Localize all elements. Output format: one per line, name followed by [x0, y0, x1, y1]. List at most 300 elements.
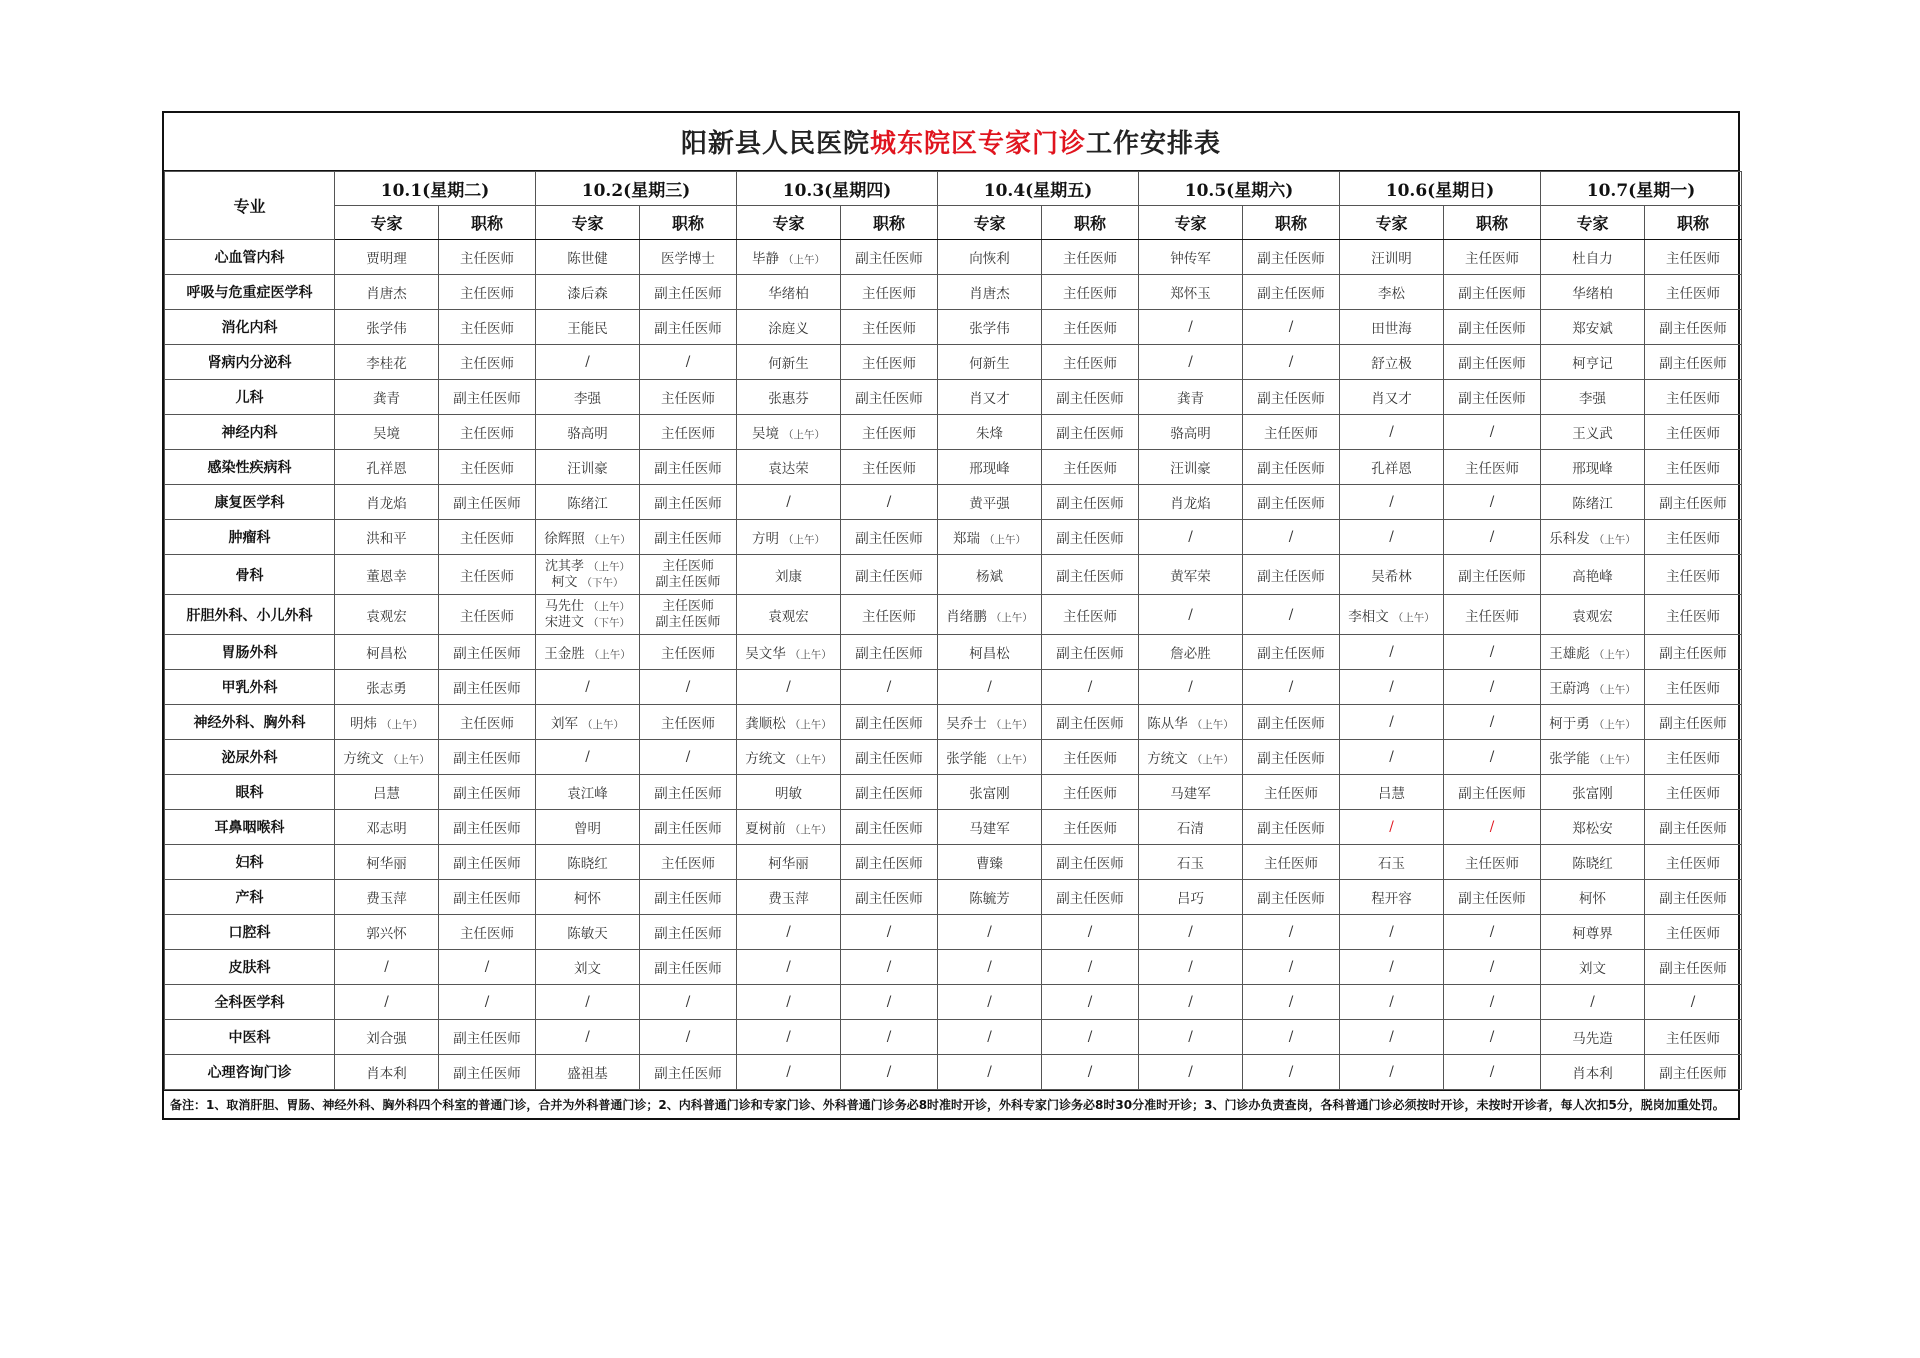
expert-cell [938, 670, 1042, 705]
expert-cell [536, 415, 640, 450]
title-cell [1042, 740, 1139, 775]
department-cell: 消化内科 [165, 310, 335, 345]
expert-cell [536, 520, 640, 555]
title-header: 职称 [1243, 206, 1340, 240]
title-text: 主任医师 [1666, 786, 1720, 802]
expert-name: 邢现峰 [969, 461, 1010, 477]
expert-name: 吕慧 [1378, 786, 1405, 802]
title-text: 副主任医师 [654, 786, 722, 802]
title-cell [841, 810, 938, 845]
expert-name: 李强 [1579, 391, 1606, 407]
department-cell: 全科医学科 [165, 985, 335, 1020]
expert-cell [536, 595, 640, 635]
title-text: 主任医师 [1666, 926, 1720, 942]
expert-cell [737, 810, 841, 845]
expert-name: 马建军 [969, 821, 1010, 837]
empty-slash: / [987, 679, 992, 695]
expert-name: 明炜 [350, 716, 377, 732]
expert-name: 费玉萍 [768, 891, 809, 907]
title-cell [1444, 880, 1541, 915]
expert-cell [335, 880, 439, 915]
expert-cell [1139, 555, 1243, 595]
title-text: 副主任医师 [1659, 821, 1727, 837]
expert-header: 专家 [1340, 206, 1444, 240]
title-cell [439, 775, 536, 810]
session-tag: （下午） [581, 576, 624, 589]
title-cell [439, 1055, 536, 1090]
expert-cell [536, 555, 640, 595]
empty-slash: / [1288, 319, 1294, 335]
session-tag: （上午） [1593, 684, 1636, 696]
title-text: 副主任医师 [1056, 646, 1124, 662]
expert-cell [1139, 415, 1243, 450]
expert-cell [1139, 450, 1243, 485]
expert-cell [1541, 1055, 1645, 1090]
title-text: 主任医师 [1666, 1031, 1720, 1047]
session-tag: （上午） [789, 649, 832, 661]
expert-cell [1139, 520, 1243, 555]
title-cell [841, 555, 938, 595]
table-row [165, 1020, 1742, 1055]
expert-cell [335, 670, 439, 705]
expert-name: 肖唐杰 [969, 286, 1010, 302]
expert-cell [1340, 1055, 1444, 1090]
title-cell [841, 1055, 938, 1090]
title-cell [640, 415, 737, 450]
expert-name: 龚青 [1177, 391, 1204, 407]
expert-cell [1139, 845, 1243, 880]
title-text: 副主任医师 [1056, 568, 1124, 585]
title-text: 主任医师 [1063, 786, 1117, 802]
expert-name: 李桂花 [366, 356, 407, 372]
expert-cell [536, 985, 640, 1020]
department-cell: 呼吸与危重症医学科 [165, 275, 335, 310]
expert-name: 詹必胜 [1170, 646, 1211, 662]
title-text: 副主任医师 [1257, 821, 1325, 837]
title-text: 主任医师 [661, 598, 714, 614]
expert-cell [737, 485, 841, 520]
title-cell [640, 880, 737, 915]
expert-name: 杨斌 [976, 568, 1003, 585]
expert-cell [1541, 1020, 1645, 1055]
department-cell: 胃肠外科 [165, 635, 335, 670]
title-cell [1042, 415, 1139, 450]
expert-cell [737, 415, 841, 450]
expert-name: 郑怀玉 [1170, 286, 1211, 302]
title-cell [1645, 345, 1742, 380]
empty-slash: / [1188, 319, 1193, 335]
department-cell: 儿科 [165, 380, 335, 415]
title-text: 副主任医师 [654, 961, 722, 977]
session-tag: （上午） [588, 649, 631, 661]
expert-name: 张惠芬 [768, 391, 809, 407]
title-cell [1042, 985, 1139, 1020]
title-cell [1243, 670, 1340, 705]
expert-cell [1139, 240, 1243, 275]
expert-cell [1541, 985, 1645, 1020]
expert-cell [938, 705, 1042, 740]
expert-cell [938, 915, 1042, 950]
title-text: 副主任医师 [654, 496, 722, 512]
title-text: 副主任医师 [1659, 716, 1727, 732]
expert-cell [1139, 775, 1243, 810]
empty-slash: / [1288, 1064, 1294, 1080]
empty-slash: / [585, 354, 590, 370]
session-tag: （上午） [582, 719, 624, 731]
empty-slash: / [1389, 924, 1394, 940]
title-cell [1444, 555, 1541, 595]
expert-name: 邓志明 [366, 821, 407, 837]
schedule-sheet [162, 111, 1740, 1120]
title-cell [1042, 595, 1139, 635]
title-text: 主任医师 [1465, 251, 1519, 267]
title-text: 主任医师 [460, 568, 514, 585]
expert-cell [1340, 670, 1444, 705]
expert-name: 陈从华 [1147, 716, 1188, 732]
expert-cell [1541, 595, 1645, 635]
empty-slash: / [987, 1064, 992, 1080]
title-text: 副主任医师 [453, 391, 521, 407]
department-cell: 皮肤科 [165, 950, 335, 985]
table-row [165, 880, 1742, 915]
empty-slash: / [1087, 994, 1093, 1010]
empty-slash: / [1188, 679, 1193, 695]
expert-name: 陈晓红 [1572, 856, 1613, 872]
expert-name: 董恩幸 [366, 568, 407, 585]
title-cell [1444, 1055, 1541, 1090]
expert-name: 袁观宏 [366, 608, 407, 625]
title-text: 副主任医师 [1257, 646, 1325, 662]
empty-slash: / [484, 959, 490, 975]
empty-slash: / [384, 959, 389, 975]
expert-cell [1139, 880, 1243, 915]
title-cell [1645, 810, 1742, 845]
expert-name: 龚顺松 [745, 716, 786, 732]
expert-name: 陈绪江 [1572, 496, 1613, 512]
expert-name: 明敏 [775, 786, 802, 802]
title-cell [1042, 880, 1139, 915]
title-cell [1444, 670, 1541, 705]
department-cell: 产科 [165, 880, 335, 915]
expert-name: 石清 [1177, 821, 1204, 837]
title-text: 副主任医师 [855, 391, 923, 407]
expert-cell [335, 740, 439, 775]
title-cell [841, 275, 938, 310]
empty-slash: / [886, 994, 892, 1010]
expert-name: 吕慧 [373, 786, 400, 802]
title-cell [1042, 775, 1139, 810]
title-cell [1444, 310, 1541, 345]
expert-name: 张学能 [946, 751, 987, 767]
department-cell: 妇科 [165, 845, 335, 880]
title-cell [1042, 310, 1139, 345]
title-text: 副主任医师 [1659, 891, 1727, 907]
expert-name: 程开容 [1371, 891, 1412, 907]
title-text: 副主任医师 [1056, 856, 1124, 872]
expert-cell [1541, 240, 1645, 275]
expert-cell [1340, 275, 1444, 310]
title-text: 主任医师 [862, 321, 916, 337]
expert-cell [1340, 705, 1444, 740]
table-row [165, 950, 1742, 985]
expert-name: 刘文 [1579, 961, 1606, 977]
expert-name: 骆高明 [567, 426, 608, 442]
table-row [165, 670, 1742, 705]
title-header: 职称 [439, 206, 536, 240]
expert-cell [737, 670, 841, 705]
expert-cell [1340, 240, 1444, 275]
expert-cell [536, 845, 640, 880]
title-text: 副主任医师 [1659, 496, 1727, 512]
title-text: 主任医师 [1465, 856, 1519, 872]
empty-slash: / [1389, 714, 1394, 730]
empty-slash: / [1087, 1029, 1093, 1045]
expert-header: 专家 [1139, 206, 1243, 240]
title-text: 副主任医师 [1458, 321, 1526, 337]
title-cell [1042, 345, 1139, 380]
expert-cell [938, 555, 1042, 595]
expert-name: 费玉萍 [366, 891, 407, 907]
expert-cell [938, 845, 1042, 880]
expert-cell [737, 635, 841, 670]
expert-cell [1340, 915, 1444, 950]
title-cell [439, 520, 536, 555]
title-cell [640, 775, 737, 810]
title-cell [1243, 810, 1340, 845]
expert-name: 朱烽 [976, 426, 1003, 442]
expert-name: 陈毓芳 [969, 891, 1010, 907]
empty-slash: / [1489, 529, 1495, 545]
expert-cell [1541, 555, 1645, 595]
title-cell [1645, 705, 1742, 740]
expert-cell [335, 845, 439, 880]
table-row [165, 775, 1742, 810]
title-cell [841, 670, 938, 705]
title-cell [1444, 775, 1541, 810]
title-text: 副主任医师 [453, 821, 521, 837]
empty-slash: / [1087, 924, 1093, 940]
title-text: 主任医师 [661, 646, 715, 662]
expert-name: 徐辉照 [544, 531, 585, 547]
empty-slash: / [1389, 959, 1394, 975]
expert-name: 陈敏天 [567, 926, 608, 942]
title-cell [1243, 635, 1340, 670]
title-cell [1243, 555, 1340, 595]
title-cell [1243, 985, 1340, 1020]
expert-cell [1541, 775, 1645, 810]
session-tag: （上午） [783, 254, 825, 266]
expert-name: 王金胜 [544, 646, 585, 662]
title-cell [1042, 845, 1139, 880]
title-cell [1444, 240, 1541, 275]
title-text: 副主任医师 [654, 461, 722, 477]
day-header: 10.6(星期日) [1340, 172, 1541, 206]
title-text: 副主任医师 [1659, 646, 1727, 662]
expert-name: 肖又才 [1371, 391, 1412, 407]
empty-slash: / [786, 1064, 791, 1080]
title-text: 副主任医师 [1257, 568, 1325, 585]
department-cell: 甲乳外科 [165, 670, 335, 705]
expert-name: 刘合强 [366, 1031, 407, 1047]
title-text: 主任医师 [1666, 681, 1720, 697]
expert-name: 向恢利 [969, 251, 1010, 267]
table-row [165, 810, 1742, 845]
expert-cell [536, 485, 640, 520]
expert-cell [335, 240, 439, 275]
department-cell: 口腔科 [165, 915, 335, 950]
empty-slash: / [1188, 1064, 1193, 1080]
table-row [165, 915, 1742, 950]
expert-name: 张富刚 [1572, 786, 1613, 802]
expert-cell [737, 450, 841, 485]
expert-cell [335, 985, 439, 1020]
expert-cell [536, 915, 640, 950]
title-cell [841, 380, 938, 415]
empty-slash: / [1389, 424, 1394, 440]
expert-name: 汪训豪 [567, 461, 608, 477]
empty-slash: / [1489, 424, 1495, 440]
title-cell [841, 345, 938, 380]
empty-slash: / [1188, 529, 1193, 545]
title-text: 副主任医师 [855, 856, 923, 872]
title-text: 副主任医师 [855, 531, 923, 547]
expert-cell [938, 345, 1042, 380]
expert-cell [737, 985, 841, 1020]
expert-name: 吴乔士 [946, 716, 987, 732]
table-row [165, 595, 1742, 635]
table-row [165, 555, 1742, 595]
title-cell [841, 1020, 938, 1055]
title-highlight: 城东院区专家门诊 [869, 129, 1086, 159]
department-cell: 眼科 [165, 775, 335, 810]
department-cell: 肿瘤科 [165, 520, 335, 555]
expert-name: 沈其孝 [544, 558, 584, 574]
title-text: 主任医师 [1063, 286, 1117, 302]
title-cell [1444, 740, 1541, 775]
expert-cell [1541, 705, 1645, 740]
expert-cell [1541, 950, 1645, 985]
title-text: 主任医师 [862, 356, 916, 372]
expert-name: 刘军 [551, 716, 578, 732]
title-cell [1645, 275, 1742, 310]
title-cell [1243, 240, 1340, 275]
title-cell [1444, 345, 1541, 380]
expert-cell [1139, 915, 1243, 950]
expert-name: 马先仕 [544, 598, 584, 614]
title-cell [1645, 450, 1742, 485]
title-cell [439, 450, 536, 485]
session-tag: （上午） [789, 719, 832, 731]
title-cell [640, 450, 737, 485]
expert-cell [1541, 845, 1645, 880]
department-cell: 泌尿外科 [165, 740, 335, 775]
expert-name: 华绪柏 [1572, 286, 1613, 302]
empty-slash: / [585, 994, 590, 1010]
empty-slash: / [1389, 994, 1394, 1010]
expert-cell [1139, 595, 1243, 635]
title-cell [439, 415, 536, 450]
title-cell [640, 1055, 737, 1090]
department-cell: 心理咨询门诊 [165, 1055, 335, 1090]
department-cell: 心血管内科 [165, 240, 335, 275]
empty-slash: / [1389, 494, 1394, 510]
expert-cell [536, 950, 640, 985]
empty-slash: / [685, 679, 691, 695]
expert-cell [1139, 380, 1243, 415]
expert-name: 肖本利 [366, 1066, 407, 1082]
expert-cell [1340, 985, 1444, 1020]
expert-cell [536, 775, 640, 810]
expert-cell [938, 810, 1042, 845]
empty-slash: / [685, 994, 691, 1010]
title-cell [1645, 595, 1742, 635]
title-cell [439, 670, 536, 705]
session-tag: （下午） [588, 616, 630, 629]
expert-cell [1541, 485, 1645, 520]
title-cell [1243, 740, 1340, 775]
title-cell [640, 915, 737, 950]
title-cell [439, 310, 536, 345]
empty-slash: / [1489, 1064, 1495, 1080]
day-header: 10.5(星期六) [1139, 172, 1340, 206]
expert-name: 宋进文 [544, 614, 584, 630]
title-cell [1042, 670, 1139, 705]
expert-cell [536, 880, 640, 915]
title-cell [640, 310, 737, 345]
title-text: 主任医师 [460, 716, 514, 732]
title-text: 主任医师 [1063, 321, 1117, 337]
title-header: 职称 [1444, 206, 1541, 240]
title-cell [1645, 950, 1742, 985]
expert-cell [1340, 345, 1444, 380]
title-text: 主任医师 [661, 716, 715, 732]
expert-name: 石玉 [1177, 856, 1204, 872]
title-text: 主任医师 [460, 426, 514, 442]
title-text: 副主任医师 [1257, 496, 1325, 512]
title-cell [640, 950, 737, 985]
session-tag: （上午） [789, 824, 832, 836]
title-text: 主任医师 [1063, 608, 1117, 625]
title-cell [1444, 275, 1541, 310]
title-cell [1243, 485, 1340, 520]
title-text: 副主任医师 [453, 681, 521, 697]
table-row [165, 310, 1742, 345]
title-text: 副主任医师 [453, 786, 521, 802]
expert-name: 洪和平 [366, 531, 407, 547]
major-header: 专业 [165, 172, 335, 240]
expert-cell [938, 310, 1042, 345]
title-cell [640, 520, 737, 555]
expert-name: 肖又才 [969, 391, 1010, 407]
title-cell [640, 1020, 737, 1055]
expert-cell [938, 595, 1042, 635]
expert-header: 专家 [737, 206, 841, 240]
title-text: 副主任医师 [655, 574, 721, 590]
expert-cell [1541, 915, 1645, 950]
expert-cell [536, 240, 640, 275]
expert-cell [335, 275, 439, 310]
title-text: 主任医师 [1666, 251, 1720, 267]
empty-slash: / [1288, 679, 1294, 695]
empty-slash: / [1690, 994, 1696, 1010]
session-tag: （上午） [990, 719, 1033, 731]
expert-name: 王义武 [1572, 426, 1613, 442]
title-cell [1444, 450, 1541, 485]
title-cell [439, 485, 536, 520]
expert-name: 柯华丽 [366, 856, 407, 872]
title-text: 主任医师 [1063, 251, 1117, 267]
expert-name: 吴希林 [1371, 568, 1412, 585]
